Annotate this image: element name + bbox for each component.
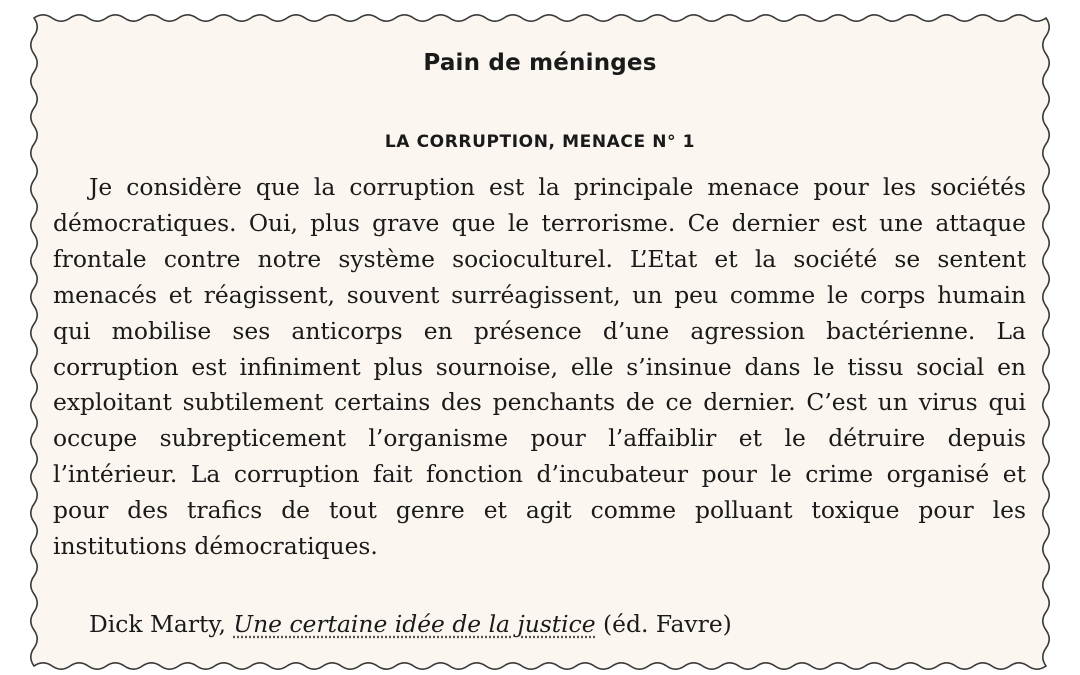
box-title: Pain de méninges <box>423 50 657 76</box>
quote-box <box>34 18 1046 666</box>
article-heading: LA CORRUPTION, MENACE N° 1 <box>384 132 696 152</box>
source-publisher: (éd. Favre) <box>595 610 732 638</box>
book-title-link[interactable]: Une certaine idée de la justice <box>233 610 596 638</box>
quote-body: Je considère que la corruption est la principale menace pour les sociétés démocratiques. Oui, plus grave que le terrorisme. Ce dernier est une attaque frontale contre notre système socioculturel. L’Etat et la société se sentent menacés et réagissent, souvent surréagissent, un peu comme le corps humain qui mobilise ses anticorps en présence d’une agression bactérienne. La corruption est infiniment plus sournoise, elle s’insinue dans le tissu social en exploitant subtilement certains des penchants de ce dernier. C’est un virus qui occupe subrepticement l’organisme pour l’affaiblir et le détruire depuis l’intérieur. La corruption fait fonction d’incubateur pour le crime organisé et pour des trafics de tout genre et agit comme polluant toxique pour les institutions démocratiques. <box>53 173 1026 561</box>
source-author: Dick Marty, <box>89 610 234 638</box>
quote-source <box>89 606 732 642</box>
